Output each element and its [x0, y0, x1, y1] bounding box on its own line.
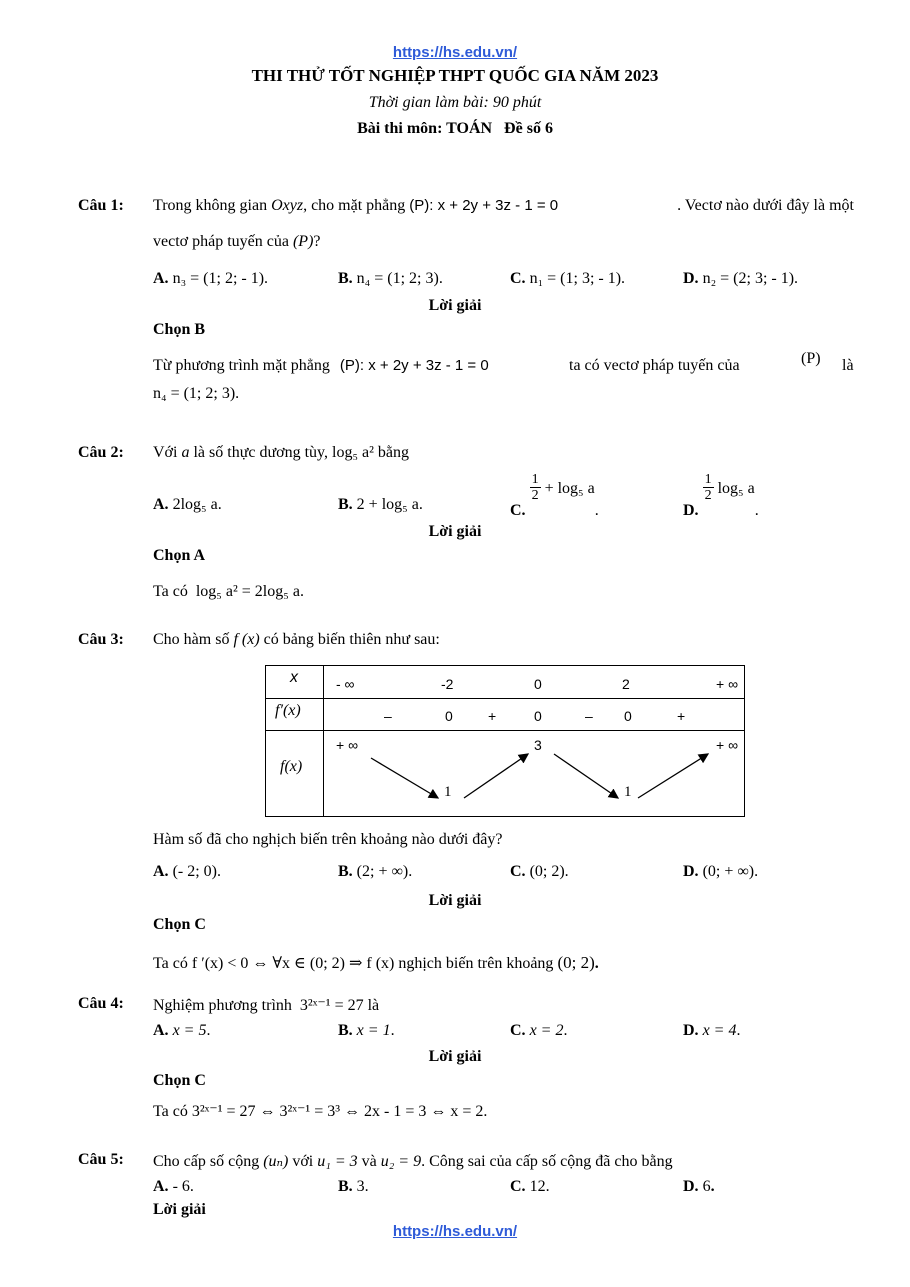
question-text: [153, 995, 379, 1015]
option-value: x = 4: [702, 1022, 737, 1039]
frac-den: 2: [531, 488, 539, 503]
explanation-text: Ta có log₅ a² = 2log₅ a.: [153, 583, 304, 600]
answer-option[interactable]: C. 12.: [510, 1178, 550, 1195]
question-label: Câu 2:: [78, 444, 124, 461]
question-text: . Vectơ nào dưới đây là một: [677, 197, 854, 214]
option-value: - 6: [172, 1178, 190, 1195]
math-space: Oxyz: [271, 197, 304, 214]
solution-heading: Lời giải: [153, 1201, 206, 1218]
row-label-x: x: [290, 669, 298, 686]
exam-title: THI THỬ TỐT NGHIỆP THPT QUỐC GIA NĂM 2023: [251, 66, 659, 85]
x-value: 0: [534, 676, 542, 692]
option-value: (2; + ∞): [356, 863, 409, 880]
exam-duration: Thời gian làm bài: 90 phút: [368, 94, 542, 111]
option-value: 2 + log₅ a: [356, 496, 419, 513]
arrow-up: [638, 754, 708, 798]
answer-option[interactable]: C. x = 2.: [510, 1022, 568, 1039]
math-expr: log₅ a²: [332, 444, 374, 461]
answer-option[interactable]: D. $\frac{1}{2}$ log₅ a.: [683, 472, 759, 520]
arrow-down: [554, 754, 618, 798]
explanation-text: Ta có f ′(x) < 0 ⇔ ∀x ∈ (0; 2) ⇒ f (x) nghịch biến trên khoảng (0; 2).: [153, 953, 599, 972]
option-value: + log₅ a: [544, 480, 595, 498]
answer-option[interactable]: A. x = 5.: [153, 1022, 211, 1039]
text: . Công sai của cấp số cộng đã cho bằng: [421, 1153, 673, 1170]
option-letter: D.: [683, 1022, 699, 1039]
text: có bảng biến thiên như sau:: [263, 631, 440, 648]
chosen-answer: Chọn C: [153, 916, 206, 933]
x-value: - ∞: [336, 676, 355, 692]
text: với: [292, 1153, 314, 1170]
fprime-zero: 0: [624, 708, 632, 724]
text: Ta có: [153, 1103, 188, 1120]
text: Trong không gian: [153, 197, 268, 214]
explanation-text: Ta có 3²ˣ⁻¹ = 27 ⇔ 3²ˣ⁻¹ = 3³ ⇔ 2x - 1 = 3 ⇔ x = 2.: [153, 1103, 488, 1120]
text: Cho cấp số cộng: [153, 1153, 260, 1170]
question-label: Câu 3:: [78, 631, 124, 648]
text: , cho mặt phẳng: [303, 197, 406, 214]
option-letter: A.: [153, 1022, 169, 1039]
variation-arrows: [266, 666, 744, 816]
option-value: 6: [702, 1178, 711, 1195]
option-letter: B.: [338, 496, 353, 513]
exam-subject: Bài thi môn: TOÁN Đề số 6: [357, 120, 553, 137]
question-label: Câu 1:: [78, 197, 124, 214]
text: Ta có: [153, 955, 188, 972]
question-text: [153, 631, 440, 649]
math-equation: 3²ˣ⁻¹ = 27: [299, 997, 364, 1014]
chosen-answer: Chọn C: [153, 1072, 206, 1089]
text: Với: [153, 444, 178, 461]
answer-option[interactable]: B. x = 1.: [338, 1022, 395, 1039]
math-plane: (P): x + 2y + 3z - 1 = 0: [409, 197, 559, 214]
option-value: (0; 2): [529, 863, 565, 880]
row-label-f: f(x): [280, 758, 303, 775]
frac-num: 1: [531, 472, 539, 487]
site-link-bottom[interactable]: https://hs.edu.vn/: [392, 1223, 518, 1240]
option-letter: C.: [510, 270, 526, 287]
text: và: [361, 1153, 377, 1170]
option-value: 2log₅ a: [172, 496, 218, 513]
chosen-answer: Chọn A: [153, 547, 206, 564]
fprime-sign: +: [677, 708, 686, 724]
answer-option[interactable]: A. 2log₅ a.: [153, 496, 222, 513]
answer-option[interactable]: B. 2 + log₅ a.: [338, 496, 423, 513]
math-func: f (x): [233, 631, 260, 648]
option-letter: B.: [338, 1022, 353, 1039]
option-value: x = 1: [356, 1022, 391, 1039]
option-value: 3: [356, 1178, 365, 1195]
question-text: [153, 1151, 673, 1171]
math-u2: u₂ = 9: [380, 1153, 422, 1170]
answer-option[interactable]: A. (- 2; 0).: [153, 863, 221, 880]
f-value: 1: [444, 784, 452, 800]
math-var: a: [181, 444, 190, 461]
option-letter: A.: [153, 863, 169, 880]
answer-option[interactable]: B. n₄ = (1; 2; 3).: [338, 270, 443, 287]
solution-heading: Lời giải: [428, 892, 482, 909]
solution-heading: Lời giải: [428, 523, 482, 540]
option-value: n₃ = (1; 2; - 1): [172, 270, 265, 287]
chosen-answer: Chọn B: [153, 321, 206, 338]
question-text: [153, 233, 321, 251]
f-value: + ∞: [336, 737, 359, 753]
question-text: [153, 444, 409, 462]
fprime-sign: –: [585, 708, 593, 724]
question-label: Câu 5:: [78, 1151, 124, 1168]
math-seq: (uₙ): [263, 1153, 289, 1170]
question-text: Hàm số đã cho nghịch biến trên khoảng nào dưới đây?: [153, 831, 503, 848]
solution-heading: Lời giải: [428, 1048, 482, 1065]
question-label: Câu 4:: [78, 995, 124, 1012]
option-letter: D.: [683, 502, 699, 520]
math-u1: u₁ = 3: [317, 1153, 358, 1170]
option-value: n₂ = (2; 3; - 1): [702, 270, 795, 287]
variation-table: [265, 665, 745, 817]
answer-option[interactable]: C. (0; 2).: [510, 863, 569, 880]
fraction: [703, 472, 714, 503]
text: Nghiệm phương trình: [153, 997, 292, 1014]
text: Ta có: [153, 583, 188, 600]
explanation-text: ta có vectơ pháp tuyến của: [569, 357, 740, 374]
text: nghịch biến trên khoảng: [398, 955, 554, 972]
row-label-fprime: f′(x): [275, 702, 301, 719]
answer-option[interactable]: D. 6.: [683, 1178, 715, 1195]
option-letter: C.: [510, 1022, 526, 1039]
option-letter: B.: [338, 863, 353, 880]
option-value: (- 2; 0): [172, 863, 217, 880]
fprime-sign: –: [384, 708, 392, 724]
option-value: x = 2: [529, 1022, 564, 1039]
explanation-text: là: [842, 357, 854, 374]
frac-den: 2: [704, 488, 712, 503]
option-value: x = 5: [172, 1022, 207, 1039]
option-letter: A.: [153, 1178, 169, 1195]
math-p: (P): [801, 350, 821, 367]
math-formula: log₅ a² = 2log₅ a: [195, 583, 300, 600]
text: là: [367, 997, 380, 1014]
explanation-text: [153, 357, 489, 375]
text: vectơ pháp tuyến của: [153, 233, 289, 250]
answer-option[interactable]: C. $\frac{1}{2}$ + log₅ a.: [510, 472, 599, 520]
answer-option[interactable]: A. - 6.: [153, 1178, 194, 1195]
option-value: log₅ a: [717, 480, 755, 498]
x-value: -2: [441, 676, 454, 692]
text: ?: [313, 233, 321, 250]
x-value: 2: [622, 676, 630, 692]
option-letter: A.: [153, 270, 169, 287]
fprime-zero: 0: [534, 708, 542, 724]
answer-option[interactable]: D. (0; + ∞).: [683, 863, 759, 880]
math-interval: (0; 2): [557, 953, 595, 972]
solution-heading: Lời giải: [428, 297, 482, 314]
text: là số thực dương tùy,: [193, 444, 328, 461]
option-value: n₁ = (1; 3; - 1): [529, 270, 622, 287]
answer-option[interactable]: B. (2; + ∞).: [338, 863, 413, 880]
arrow-up: [464, 754, 528, 798]
option-letter: A.: [153, 496, 169, 513]
fprime-sign: +: [488, 708, 497, 724]
option-letter: D.: [683, 863, 699, 880]
option-letter: D.: [683, 1178, 699, 1195]
answer-option[interactable]: A. n₃ = (1; 2; - 1).: [153, 270, 269, 287]
x-value: + ∞: [716, 676, 739, 692]
math-plane: (P): x + 2y + 3z - 1 = 0: [339, 357, 489, 374]
arrow-down: [371, 758, 438, 798]
option-letter: D.: [683, 270, 699, 287]
answer-option[interactable]: B. 3.: [338, 1178, 369, 1195]
option-letter: C.: [510, 502, 526, 520]
answer-option[interactable]: D. n₂ = (2; 3; - 1).: [683, 270, 799, 287]
math-formula: f ′(x) < 0 ⇔ ∀x ∈ (0; 2) ⇒ f (x): [191, 955, 395, 972]
answer-option[interactable]: C. n₁ = (1; 3; - 1).: [510, 270, 626, 287]
math-p: (P): [292, 233, 314, 250]
option-letter: C.: [510, 1178, 526, 1195]
site-link-top[interactable]: https://hs.edu.vn/: [392, 44, 518, 61]
f-value: + ∞: [716, 737, 739, 753]
fprime-zero: 0: [445, 708, 453, 724]
option-letter: C.: [510, 863, 526, 880]
f-value: 3: [534, 737, 542, 753]
fraction: [530, 472, 541, 503]
frac-num: 1: [704, 472, 712, 487]
option-value: 12: [529, 1178, 546, 1195]
option-letter: B.: [338, 270, 353, 287]
explanation-vector: n₄ = (1; 2; 3).: [153, 385, 240, 402]
question-text: [153, 197, 558, 215]
option-value: (0; + ∞): [702, 863, 755, 880]
answer-option[interactable]: D. x = 4.: [683, 1022, 741, 1039]
text: Cho hàm số: [153, 631, 230, 648]
option-letter: B.: [338, 1178, 353, 1195]
text: bằng: [377, 444, 410, 461]
option-value: n₄ = (1; 2; 3): [356, 270, 439, 287]
math-vector: n₄ = (1; 2; 3): [153, 385, 236, 402]
f-value: 1: [624, 784, 632, 800]
text: Từ phương trình mặt phẳng: [153, 357, 330, 374]
math-formula: 3²ˣ⁻¹ = 27 ⇔ 3²ˣ⁻¹ = 3³ ⇔ 2x - 1 = 3 ⇔ x = 2: [191, 1103, 484, 1120]
